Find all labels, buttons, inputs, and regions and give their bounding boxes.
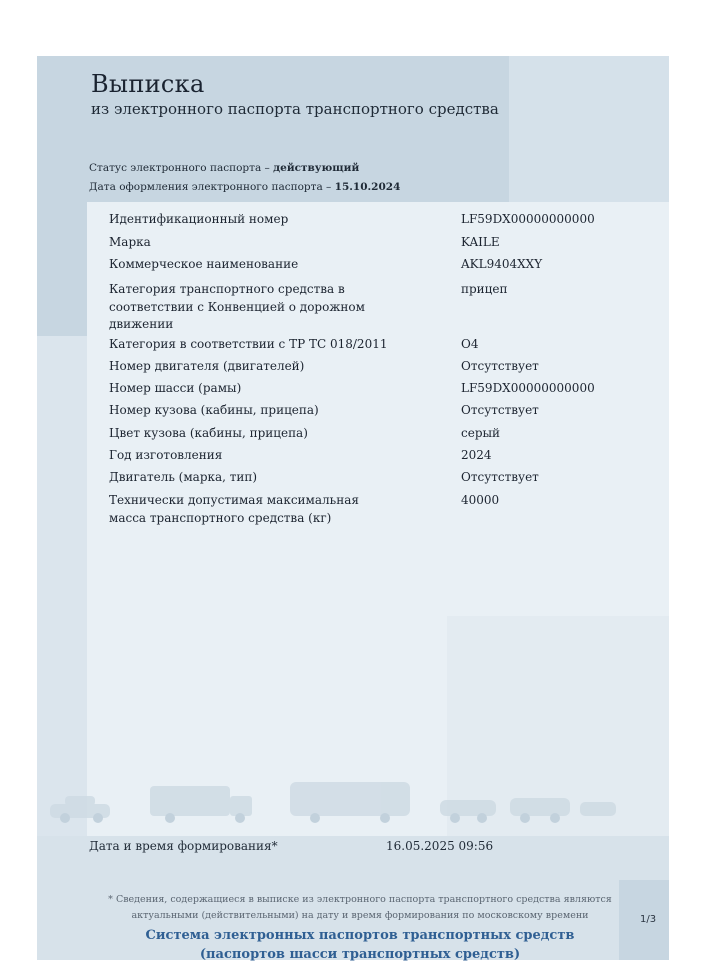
field-label: Год изготовления [109,448,223,462]
footnote-line-1: * Сведения, содержащиеся в выписке из электронного паспорта транспортного средства являются [108,894,612,905]
system-name-line-1: Система электронных паспортов транспортных средств [145,928,575,943]
field-value: O4 [461,337,479,351]
field-label: Номер кузова (кабины, прицепа) [109,403,319,417]
field-value: Отсутствует [461,359,539,373]
page-number: 1/3 [640,914,657,925]
footnote-line-2: актуальными (действительными) на дату и время формирования по московскому времени [131,910,589,921]
document-title: Выписка [91,70,205,98]
field-label: Идентификационный номер [109,212,289,226]
field-label: Категория в соответствии с ТР ТС 018/2011 [109,337,388,351]
field-value: 40000 [461,493,500,507]
document-subtitle: из электронного паспорта транспортного средства [91,100,499,118]
system-name-line-2: (паспортов шасси транспортных средств) [199,947,521,962]
field-label: Марка [109,235,151,249]
field-value: серый [461,426,501,440]
field-value: AKL9404XXY [461,257,543,271]
passport-date-value: 15.10.2024 [334,181,401,193]
header-band-right [509,56,669,202]
field-label: Цвет кузова (кабины, прицепа) [109,426,308,440]
field-value: LF59DX00000000000 [461,381,595,395]
field-value: 2024 [461,448,492,462]
passport-status-label: Статус электронного паспорта – [89,162,274,174]
field-label: Категория транспортного средства в соответствии с Конвенцией о дорожном движении [109,282,365,331]
passport-date-line [89,181,400,193]
field-value: KAILE [461,235,500,249]
field-value: Отсутствует [461,470,539,484]
field-label: Номер шасси (рамы) [109,381,242,395]
field-label: Двигатель (марка, тип) [109,470,258,484]
passport-status-value: действующий [273,162,360,174]
field-label: Технически допустимая максимальная масса транспортного средства (кг) [109,493,359,525]
vehicles-silhouette-watermark [40,776,620,826]
generated-datetime-value: 16.05.2025 09:56 [386,839,494,853]
field-value: прицеп [461,282,508,296]
field-label: Номер двигателя (двигателей) [109,359,305,373]
field-label: Коммерческое наименование [109,257,299,271]
passport-status-line [89,162,359,174]
field-value: Отсутствует [461,403,539,417]
passport-date-label: Дата оформления электронного паспорта – [89,181,335,193]
left-band [37,202,87,336]
field-value: LF59DX00000000000 [461,212,595,226]
generated-datetime-label: Дата и время формирования* [89,839,278,853]
